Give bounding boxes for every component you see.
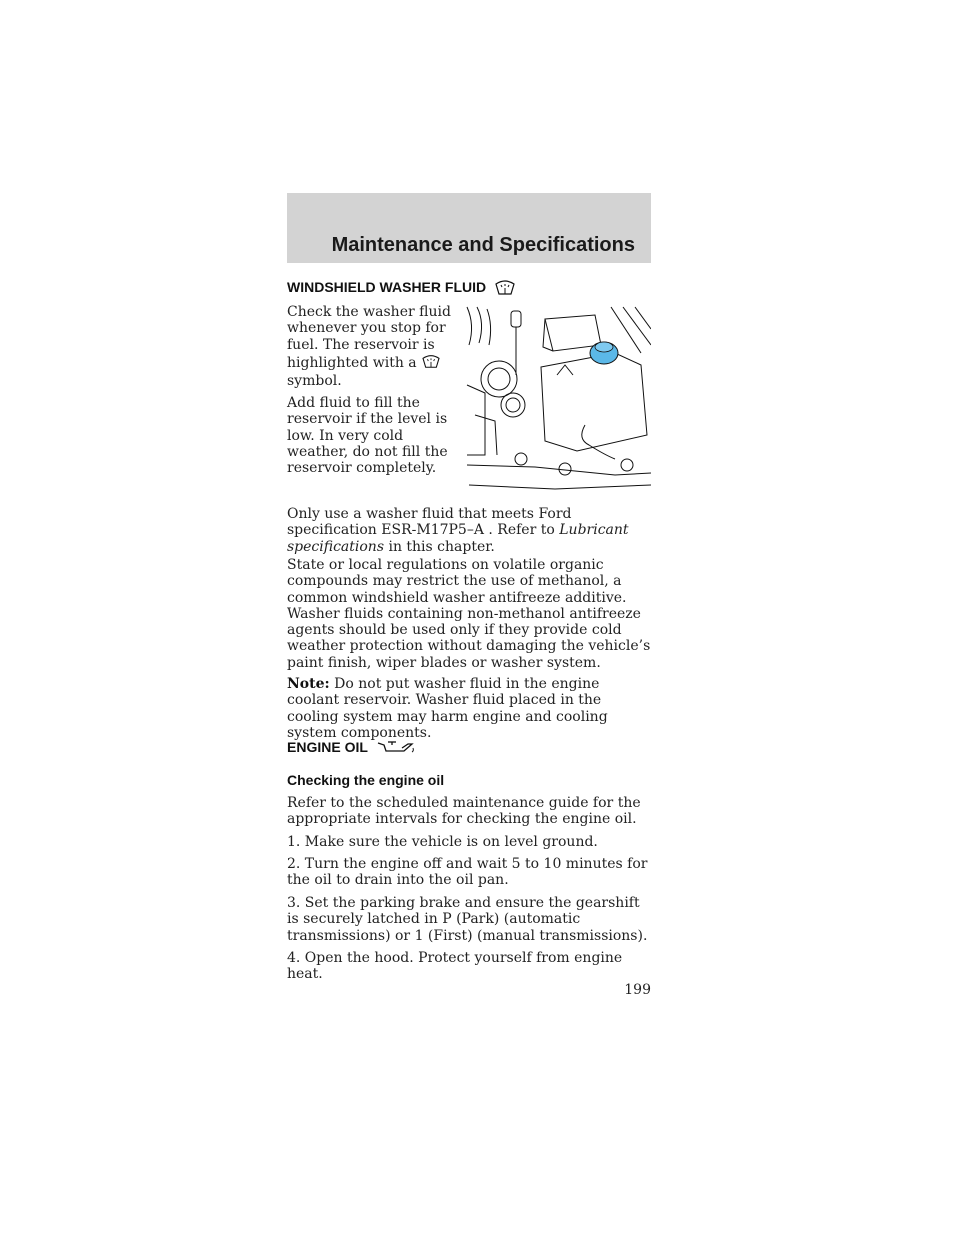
washer-paragraph-4: State or local regulations on volatile organic compounds may restrict the use of methanol, a common windshield washer antifreeze additive. Washer fluids containing non-methanol antifreeze agents should be used only if they provide cold weather protection without damaging the vehicle’s paint finish, wiper blades or washer system. <box>287 557 651 671</box>
washer-paragraph-2: Add fluid to fill the reservoir if the level is low. In very cold weather, do not fill the reservoir completely. <box>287 395 448 477</box>
oil-step-1: 1. Make sure the vehicle is on level ground. <box>287 834 598 850</box>
section-header-band <box>287 193 651 263</box>
note-text: Do not put washer fluid in the engine coolant reservoir. Washer fluid placed in the cooling system may harm engine and cooling system components. <box>287 676 608 741</box>
washer-paragraph-1 <box>287 304 455 389</box>
washer-reservoir-cap-highlight <box>590 342 618 364</box>
windshield-washer-icon <box>494 278 516 299</box>
oil-step-2: 2. Turn the engine off and wait 5 to 10 minutes for the oil to drain into the oil pan. <box>287 856 648 889</box>
oil-paragraph-1: Refer to the scheduled maintenance guide for the appropriate intervals for checking the engine oil. <box>287 795 641 828</box>
section-title: Maintenance and Specifications <box>331 234 635 256</box>
washer-fluid-heading-text: WINDSHIELD WASHER FLUID <box>287 279 487 296</box>
washer-note <box>287 676 651 741</box>
washer-paragraph-3 <box>287 506 651 555</box>
washer-p1-after: symbol. <box>287 373 342 390</box>
page-number: 199 <box>624 982 651 998</box>
washer-reservoir-illustration <box>465 305 651 493</box>
note-label: Note: <box>287 676 330 692</box>
washer-p1-text: Check the washer fluid whenever you stop for fuel. The reservoir is highlighted with a <box>287 304 451 371</box>
oil-step-4: 4. Open the hood. Protect yourself from engine heat. <box>287 950 623 983</box>
oil-can-icon <box>376 739 416 758</box>
washer-p3-text: Only use a washer fluid that meets Ford specification ESR-M17P5–A . Refer to <box>287 506 572 539</box>
engine-oil-heading <box>287 739 416 758</box>
oil-step-3: 3. Set the parking brake and ensure the gearshift is securely latched in P (Park) (automatic transmissions) or 1 (First) (manual transmissions). <box>287 895 648 944</box>
windshield-washer-inline-icon <box>421 353 441 373</box>
lubricant-specifications-reference: Lubricant specifications <box>287 522 629 555</box>
engine-oil-heading-text: ENGINE OIL <box>287 739 368 756</box>
checking-engine-oil-subheading: Checking the engine oil <box>287 772 445 788</box>
washer-p3-after: in this chapter. <box>388 538 495 555</box>
washer-fluid-heading <box>287 278 516 299</box>
